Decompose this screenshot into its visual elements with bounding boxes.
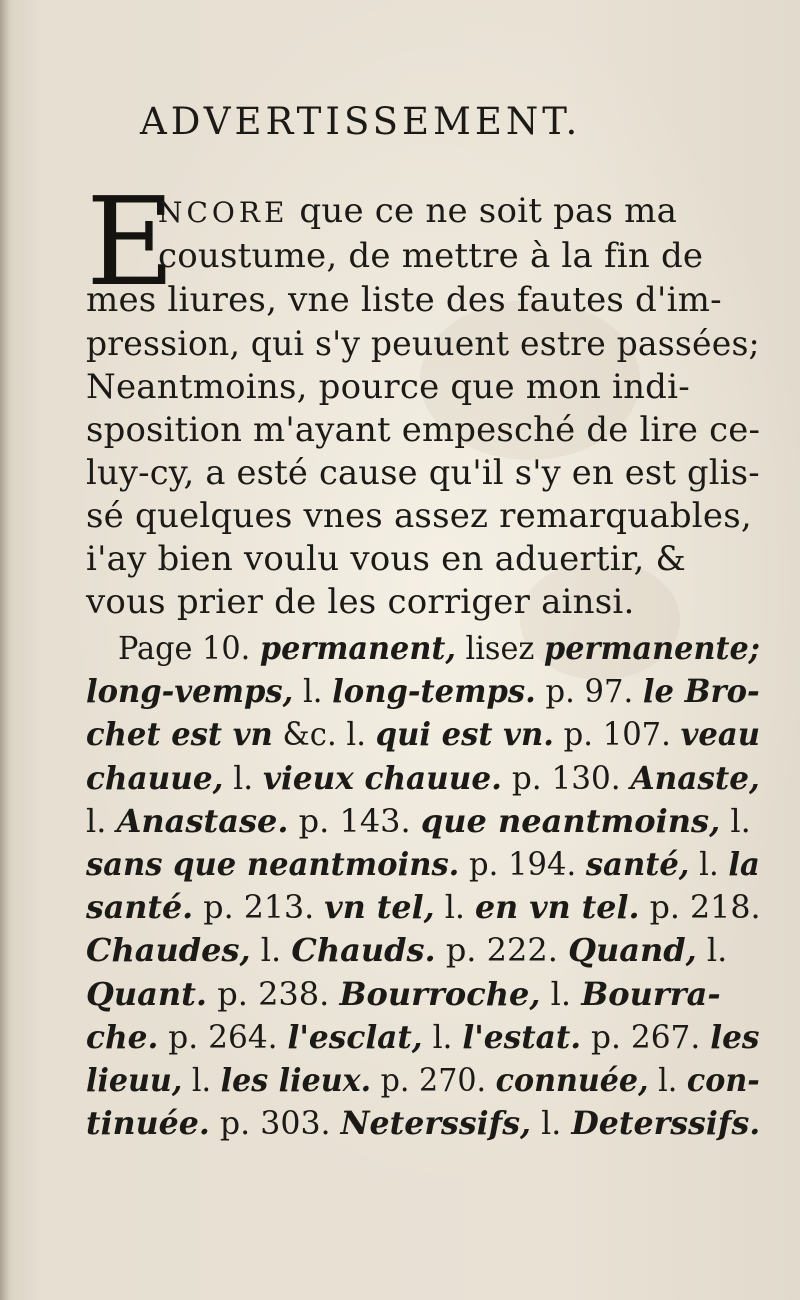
errata-text: l. [540, 974, 582, 1013]
errata-text: l. [696, 931, 728, 970]
errata-italic-text: Bourroche, [339, 974, 541, 1013]
errata-line [86, 1103, 760, 1143]
drop-cap: E [86, 171, 176, 313]
errata-italic-text: Deterssifs. [571, 1104, 761, 1143]
errata-italic-text: santé. [86, 888, 194, 927]
intro-line: luy-cy, a esté cause qu'il s'y en est glis- [86, 453, 760, 493]
errata-italic-text: che. [86, 1017, 159, 1056]
errata-text: p. 130. [501, 758, 631, 797]
errata-italic-text: Bourra- [581, 974, 721, 1013]
errata-italic-text: Anaste, [630, 758, 760, 797]
errata-italic-text: con- [686, 1061, 760, 1099]
errata-italic-text: permanente; [544, 629, 760, 667]
intro-line: pression, qui s'y peuuent estre passées; [86, 324, 760, 364]
errata-line [86, 974, 721, 1014]
errata-line [86, 801, 751, 841]
errata-italic-text: long-vemps, [86, 672, 294, 711]
errata-text: l. [182, 1061, 221, 1099]
errata-text: p. 143. [288, 801, 421, 840]
errata-text: p. 218. [639, 888, 761, 927]
errata-text: p. 267. [581, 1017, 711, 1056]
errata-italic-text: la [728, 845, 760, 883]
errata-text: p. 238. [207, 974, 340, 1013]
errata-text: p. 194. [459, 845, 586, 883]
errata-italic-text: sans que neantmoins. [86, 845, 460, 883]
errata-italic-text: vn tel, [324, 888, 435, 927]
errata-text: l. [689, 845, 729, 883]
errata-text: &c. l. [272, 715, 376, 754]
page-heading: ADVERTISSEMENT. [140, 100, 582, 143]
errata-text: l. [250, 931, 292, 970]
errata-text: l. [422, 1017, 463, 1056]
errata-text: p. 97. [535, 672, 643, 711]
errata-text: p. 107. [553, 715, 681, 754]
errata-line [86, 887, 761, 927]
intro-line: Neantmoins, pource que mon indi- [86, 367, 690, 407]
errata-italic-text: Anastase. [116, 801, 289, 840]
errata-italic-text: en vn tel. [474, 888, 640, 927]
errata-italic-text: Quand, [568, 931, 697, 970]
errata-italic-text: l'estat. [462, 1017, 582, 1056]
errata-text: l. [434, 888, 475, 927]
errata-italic-text: vieux chauue. [262, 758, 502, 797]
errata-italic-text: santé, [585, 845, 690, 883]
errata-italic-text: lieuu, [86, 1061, 183, 1099]
errata-text: l. [720, 801, 751, 840]
errata-text: Page 10. [118, 629, 260, 667]
errata-text: l. [86, 801, 117, 840]
intro-line: sé quelques vnes assez remarquables, [86, 496, 752, 536]
errata-line [86, 1017, 759, 1057]
intro-line: mes liures, vne liste des fautes d'im- [86, 280, 722, 320]
errata-italic-text: connuée, [495, 1061, 649, 1099]
errata-italic-text: les lieux. [220, 1061, 372, 1099]
errata-italic-text: que neantmoins, [420, 801, 721, 840]
errata-italic-text: qui est vn. [375, 715, 554, 754]
intro-line-1-rest: que ce ne soit pas ma [288, 191, 678, 231]
errata-italic-text: tinuée. [86, 1104, 210, 1143]
errata-italic-text: long-temps. [332, 672, 536, 711]
errata-text: l. [531, 1104, 572, 1143]
errata-italic-text: les [710, 1017, 760, 1056]
errata-italic-text: Quant. [86, 974, 208, 1013]
intro-line-2: coustume, de mettre à la fin de [158, 236, 704, 276]
errata-italic-text: chauue, [86, 758, 224, 797]
errata-italic-text: le Bro- [642, 672, 760, 711]
errata-line [86, 1060, 760, 1100]
errata-italic-text: Chaudes, [86, 931, 251, 970]
errata-text: p. 264. [158, 1017, 288, 1056]
errata-text: p. 303. [209, 1104, 341, 1143]
intro-line: vous prier de les corriger ainsi. [86, 582, 635, 622]
errata-text: l. [223, 758, 263, 797]
errata-italic-text: veau [680, 715, 761, 754]
errata-text: l. [648, 1061, 687, 1099]
intro-line-1 [158, 191, 677, 233]
errata-line [86, 844, 760, 884]
errata-italic-text: permanent, [259, 629, 456, 667]
errata-line [86, 930, 727, 970]
errata-text: l. [293, 672, 333, 711]
opening-small-caps: NCORE [158, 196, 289, 229]
errata-text: p. 213. [193, 888, 325, 927]
errata-line [86, 671, 760, 711]
page-gutter [0, 0, 10, 1300]
intro-line: sposition m'ayant empesché de lire ce- [86, 410, 761, 450]
errata-text: lisez [455, 629, 545, 667]
intro-line: i'ay bien voulu vous en aduertir, & [86, 539, 687, 579]
errata-line [86, 758, 760, 798]
errata-italic-text: Neterssifs, [340, 1104, 532, 1143]
errata-italic-text: l'esclat, [287, 1017, 423, 1056]
errata-italic-text: chet est vn [86, 715, 273, 754]
errata-line [86, 714, 760, 754]
errata-text: p. 222. [435, 931, 569, 970]
errata-line [118, 628, 760, 668]
errata-text: p. 270. [371, 1061, 496, 1099]
errata-italic-text: Chauds. [291, 931, 436, 970]
